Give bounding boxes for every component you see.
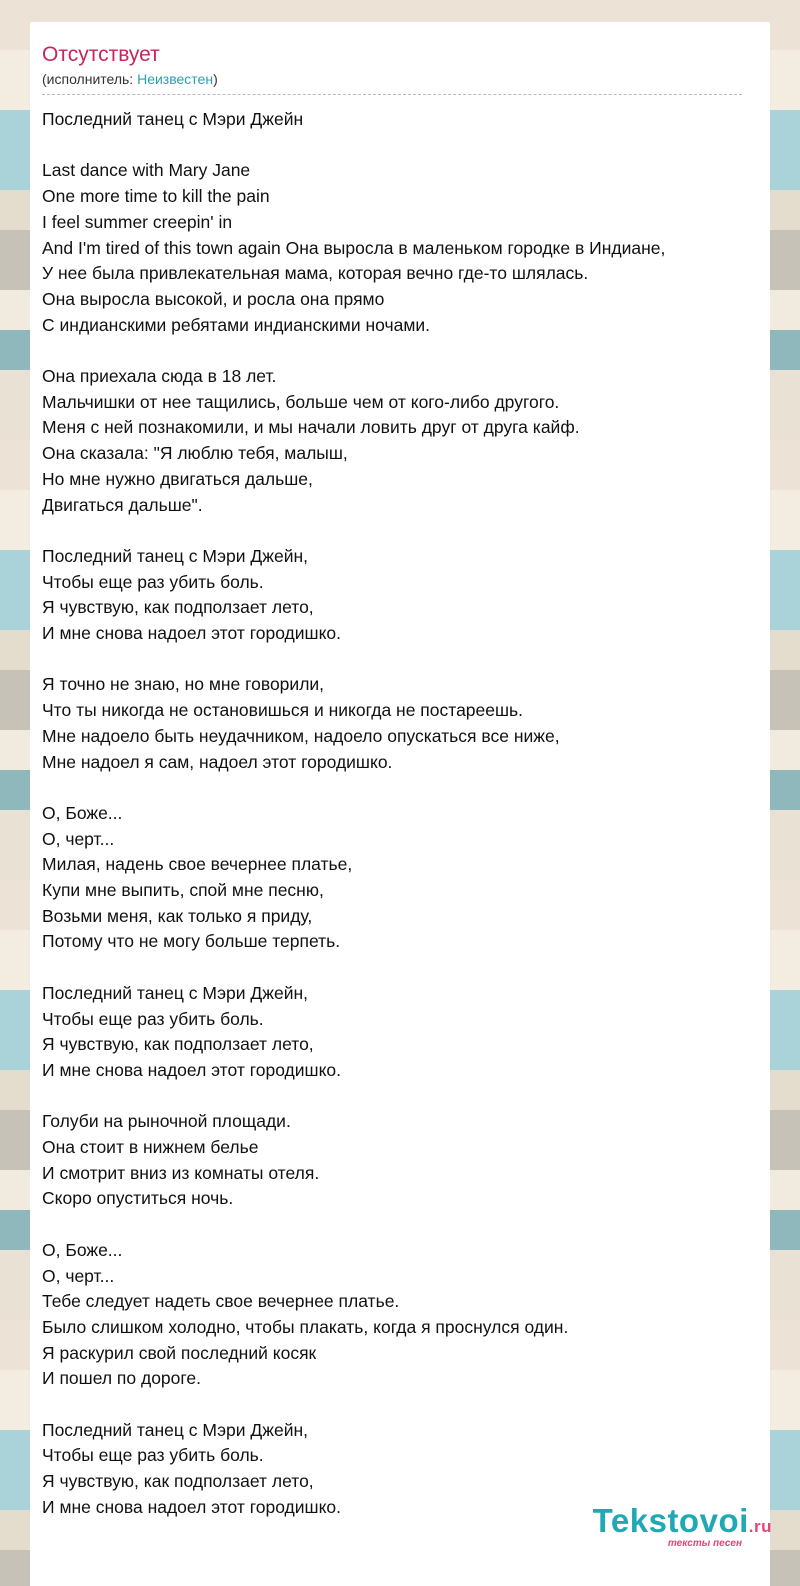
lyrics-stanza xyxy=(42,981,758,1084)
lyric-line: И смотрит вниз из комнаты отеля. xyxy=(42,1162,320,1183)
lyric-line: С индианскими ребятами индианскими ночами. xyxy=(42,314,430,335)
lyric-line: Скоро опуститься ночь. xyxy=(42,1188,234,1209)
lyrics-stanza xyxy=(42,672,758,775)
lyric-line: О, черт... xyxy=(42,828,115,849)
site-logo[interactable] xyxy=(593,1504,772,1549)
artist-line xyxy=(42,70,758,88)
lyrics-body xyxy=(42,107,758,1521)
lyric-line: And I'm tired of this town again Она выросла в маленьком городке в Индиане, xyxy=(42,237,666,258)
lyric-line: И мне снова надоел этот городишко. xyxy=(42,1496,342,1517)
lyric-line: Чтобы еще раз убить боль. xyxy=(42,1445,264,1466)
lyric-line: Она выросла высокой, и росла она прямо xyxy=(42,288,385,309)
artist-link[interactable]: Неизвестен xyxy=(137,71,214,87)
lyric-line: Было слишком холодно, чтобы плакать, когда я проснулся один. xyxy=(42,1316,569,1337)
lyric-line: Я чувствую, как подползает лето, xyxy=(42,597,314,618)
lyric-line: Голуби на рыночной площади. xyxy=(42,1111,291,1132)
lyrics-stanza xyxy=(42,1238,758,1392)
logo-tagline: тексты песен xyxy=(667,1538,742,1549)
lyric-line: И мне снова надоел этот городишко. xyxy=(42,1059,342,1080)
title-divider xyxy=(42,94,742,95)
lyric-line: Последний танец с Мэри Джейн, xyxy=(42,1419,309,1440)
lyric-line: Я чувствую, как подползает лето, xyxy=(42,1471,314,1492)
lyrics-card xyxy=(30,22,770,1586)
lyric-line: Чтобы еще раз убить боль. xyxy=(42,571,264,592)
lyric-line: Милая, надень свое вечернее платье, xyxy=(42,854,353,875)
lyric-line: О, Боже... xyxy=(42,802,123,823)
lyrics-stanza xyxy=(42,364,758,518)
lyric-line: Мальчишки от нее тащились, больше чем от кого-либо другого. xyxy=(42,391,560,412)
lyric-line: Я чувствую, как подползает лето, xyxy=(42,1034,314,1055)
lyric-line: Я раскурил свой последний косяк xyxy=(42,1342,317,1363)
lyric-line: Я точно не знаю, но мне говорили, xyxy=(42,674,325,695)
lyric-line: Последний танец с Мэри Джейн, xyxy=(42,982,309,1003)
lyric-line: Что ты никогда не остановишься и никогда не постареешь. xyxy=(42,700,524,721)
lyric-line: Двигаться дальше". xyxy=(42,494,203,515)
lyrics-stanza xyxy=(42,801,758,955)
lyric-line: Последний танец с Мэри Джейн xyxy=(42,109,304,129)
lyric-line: И пошел по дороге. xyxy=(42,1368,201,1389)
lyric-line: Последний танец с Мэри Джейн, xyxy=(42,545,309,566)
lyric-line: Она сказала: "Я люблю тебя, малыш, xyxy=(42,443,348,464)
lyric-line: Купи мне выпить, спой мне песню, xyxy=(42,880,324,901)
logo-tld: .ru xyxy=(748,1517,772,1536)
logo-main-text: Tekstovoi xyxy=(592,1502,749,1539)
artist-suffix: ) xyxy=(213,71,218,87)
artist-prefix: (исполнитель: xyxy=(42,71,138,87)
lyric-line: Потому что не могу больше терпеть. xyxy=(42,931,341,952)
lyric-line: Меня с ней познакомили, и мы начали ловить друг от друга кайф. xyxy=(42,417,580,438)
lyric-line: Возьми меня, как только я приду, xyxy=(42,905,313,926)
lyric-line: Мне надоело быть неудачником, надоело опускаться все ниже, xyxy=(42,725,560,746)
lyrics-stanza xyxy=(42,1109,758,1212)
lyrics-stanza xyxy=(42,107,758,133)
lyric-line: Но мне нужно двигаться дальше, xyxy=(42,468,313,489)
lyric-line: One more time to kill the pain xyxy=(42,186,270,207)
lyrics-stanza xyxy=(42,158,758,338)
lyric-line: О, Боже... xyxy=(42,1239,123,1260)
lyric-line: И мне снова надоел этот городишко. xyxy=(42,623,342,644)
lyric-line: Она стоит в нижнем белье xyxy=(42,1137,259,1158)
song-title: Отсутствует xyxy=(42,43,160,66)
lyric-line: Last dance with Mary Jane xyxy=(42,160,251,181)
lyric-line: Мне надоел я сам, надоел этот городишко. xyxy=(42,751,393,772)
lyric-line: О, черт... xyxy=(42,1265,115,1286)
lyric-line: Тебе следует надеть свое вечернее платье. xyxy=(42,1291,400,1312)
lyric-line: Чтобы еще раз убить боль. xyxy=(42,1008,264,1029)
lyric-line: I feel summer creepin' in xyxy=(42,211,233,232)
lyric-line: У нее была привлекательная мама, которая вечно где-то шлялась. xyxy=(42,263,589,284)
lyrics-stanza xyxy=(42,544,758,647)
lyric-line: Она приехала сюда в 18 лет. xyxy=(42,366,277,386)
